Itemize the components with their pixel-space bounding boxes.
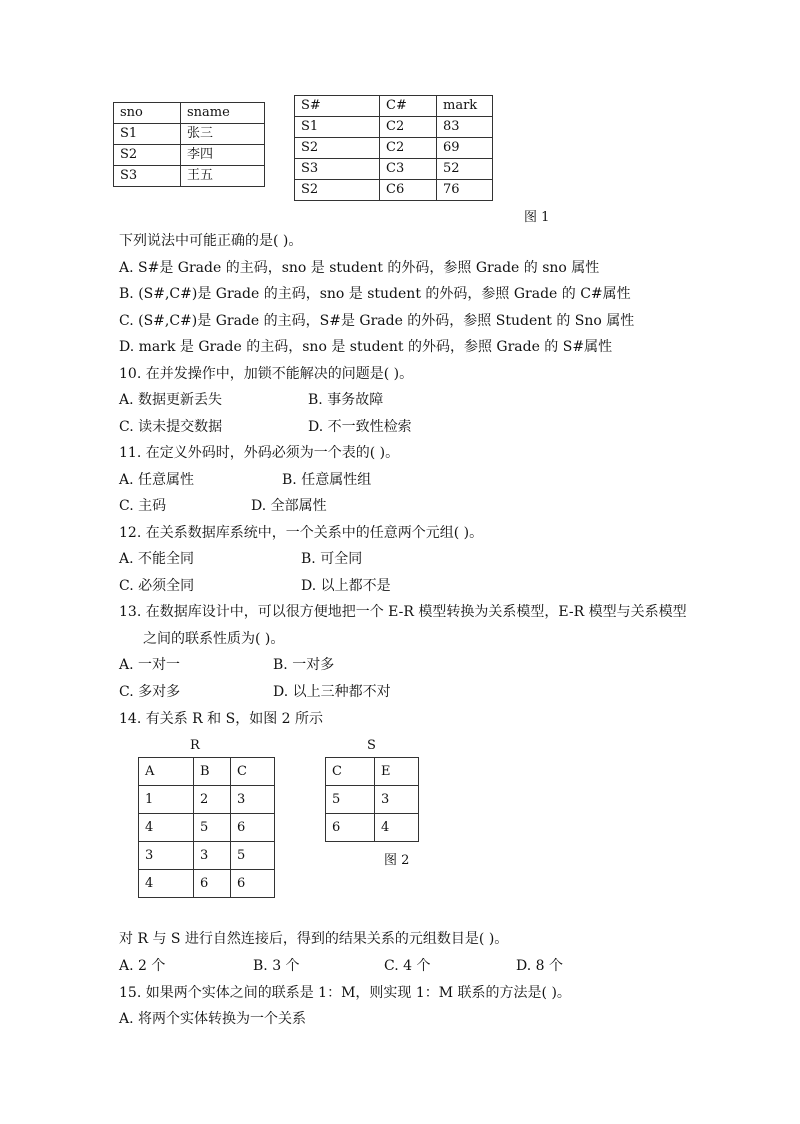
question-12-option-c: C. 必须全同 — [119, 578, 195, 594]
table-row — [139, 870, 275, 898]
question-9-option-b: B. (S#,C#)是 Grade 的主码，sno 是 student 的外码，参照 Grade 的 C#属性 — [119, 286, 631, 302]
table-cell: 3 — [194, 842, 231, 870]
question-11-stem: 11. 在定义外码时，外码必须为一个表的( )。 — [119, 445, 400, 461]
table-cell: S1 — [295, 117, 380, 138]
table-cell: 6 — [194, 870, 231, 898]
question-14-option-b: B. 3 个 — [253, 958, 300, 974]
table-cell: 5 — [231, 842, 275, 870]
relation-r-table — [138, 757, 275, 898]
table-row — [326, 786, 419, 814]
question-13-option-a: A. 一对一 — [119, 657, 181, 673]
question-14-question: 对 R 与 S 进行自然连接后，得到的结果关系的元组数目是( )。 — [119, 931, 509, 947]
table-row — [139, 842, 275, 870]
table-cell: S3 — [114, 166, 181, 187]
table-cell: 李四 — [181, 145, 265, 166]
question-14-option-d: D. 8 个 — [516, 958, 563, 974]
table-cell: 5 — [194, 814, 231, 842]
table-cell: 5 — [326, 786, 375, 814]
table-cell: mark — [437, 96, 493, 117]
table-cell: sno — [114, 103, 181, 124]
table-cell: C6 — [380, 180, 437, 201]
table-row — [295, 96, 493, 117]
figure1-caption: 图 1 — [524, 210, 550, 225]
table-cell: S2 — [295, 180, 380, 201]
table-cell: 3 — [375, 786, 419, 814]
table-cell: 3 — [231, 786, 275, 814]
table-cell: 69 — [437, 138, 493, 159]
table-row — [114, 124, 265, 145]
question-10-option-a: A. 数据更新丢失 — [119, 392, 223, 408]
table-cell: C2 — [380, 117, 437, 138]
question-9-option-a: A. S#是 Grade 的主码，sno 是 student 的外码，参照 Grade 的 sno 属性 — [119, 260, 600, 276]
question-12-option-b: B. 可全同 — [301, 551, 363, 567]
table-cell: 6 — [231, 870, 275, 898]
table-row — [139, 758, 275, 786]
table-row — [295, 117, 493, 138]
table-row — [295, 180, 493, 201]
table-cell: B — [194, 758, 231, 786]
question-15-stem: 15. 如果两个实体之间的联系是 1：M，则实现 1：M 联系的方法是( )。 — [119, 985, 571, 1001]
table-cell: S3 — [295, 159, 380, 180]
question-11-option-c: C. 主码 — [119, 498, 167, 514]
question-9-stem: 下列说法中可能正确的是( )。 — [119, 233, 303, 249]
table-cell: 76 — [437, 180, 493, 201]
table-cell: 2 — [194, 786, 231, 814]
question-14-option-a: A. 2 个 — [119, 958, 166, 974]
table-cell: S# — [295, 96, 380, 117]
question-13-option-d: D. 以上三种都不对 — [273, 684, 391, 700]
question-10-option-b: B. 事务故障 — [308, 392, 384, 408]
table-row — [114, 103, 265, 124]
question-15-option-a: A. 将两个实体转换为一个关系 — [119, 1011, 307, 1027]
question-11-option-b: B. 任意属性组 — [282, 472, 372, 488]
table-row — [139, 814, 275, 842]
table-cell: 张三 — [181, 124, 265, 145]
table-row — [295, 138, 493, 159]
table-cell: 1 — [139, 786, 194, 814]
question-12-option-d: D. 以上都不是 — [301, 578, 391, 594]
table-cell: 4 — [139, 814, 194, 842]
table-row — [326, 814, 419, 842]
table-cell: A — [139, 758, 194, 786]
figure2-caption: 图 2 — [384, 853, 410, 868]
table-cell: C2 — [380, 138, 437, 159]
table-cell: 52 — [437, 159, 493, 180]
question-13-stem: 13. 在数据库设计中，可以很方便地把一个 E-R 模型转换为关系模型，E-R 模型与关系模型 — [119, 604, 687, 620]
relation-s-table — [325, 757, 419, 842]
question-10-option-c: C. 读未提交数据 — [119, 419, 223, 435]
question-13-option-c: C. 多对多 — [119, 684, 181, 700]
question-10-option-d: D. 不一致性检索 — [308, 419, 412, 435]
table-cell: 3 — [139, 842, 194, 870]
table-row — [139, 786, 275, 814]
table-row — [326, 758, 419, 786]
question-9-option-c: C. (S#,C#)是 Grade 的主码，S#是 Grade 的外码，参照 Student 的 Sno 属性 — [119, 313, 635, 329]
table-cell: sname — [181, 103, 265, 124]
table-cell: E — [375, 758, 419, 786]
question-14-stem: 14. 有关系 R 和 S，如图 2 所示 — [119, 711, 324, 727]
table-cell: 83 — [437, 117, 493, 138]
question-14-option-c: C. 4 个 — [384, 958, 431, 974]
question-13-option-b: B. 一对多 — [273, 657, 335, 673]
grade-table — [294, 95, 493, 201]
question-9-option-d: D. mark 是 Grade 的主码，sno 是 student 的外码，参照 Grade 的 S#属性 — [119, 339, 613, 355]
table-cell: S2 — [114, 145, 181, 166]
question-12-stem: 12. 在关系数据库系统中，一个关系中的任意两个元组( )。 — [119, 525, 484, 541]
table-cell: 4 — [139, 870, 194, 898]
question-13-stem-continued: 之间的联系性质为( )。 — [143, 631, 285, 647]
question-11-option-a: A. 任意属性 — [119, 472, 195, 488]
relation-s-label: S — [367, 738, 376, 753]
table-row — [114, 166, 265, 187]
table-cell: 4 — [375, 814, 419, 842]
question-12-option-a: A. 不能全同 — [119, 551, 195, 567]
table-cell: 王五 — [181, 166, 265, 187]
student-table — [113, 102, 265, 187]
table-cell: S2 — [295, 138, 380, 159]
table-cell: C# — [380, 96, 437, 117]
table-cell: C3 — [380, 159, 437, 180]
table-row — [114, 145, 265, 166]
table-row — [295, 159, 493, 180]
table-cell: 6 — [231, 814, 275, 842]
table-cell: C — [326, 758, 375, 786]
question-11-option-d: D. 全部属性 — [251, 498, 327, 514]
table-cell: 6 — [326, 814, 375, 842]
question-10-stem: 10. 在并发操作中，加锁不能解决的问题是( )。 — [119, 366, 414, 382]
table-cell: S1 — [114, 124, 181, 145]
table-cell: C — [231, 758, 275, 786]
relation-r-label: R — [190, 738, 200, 753]
